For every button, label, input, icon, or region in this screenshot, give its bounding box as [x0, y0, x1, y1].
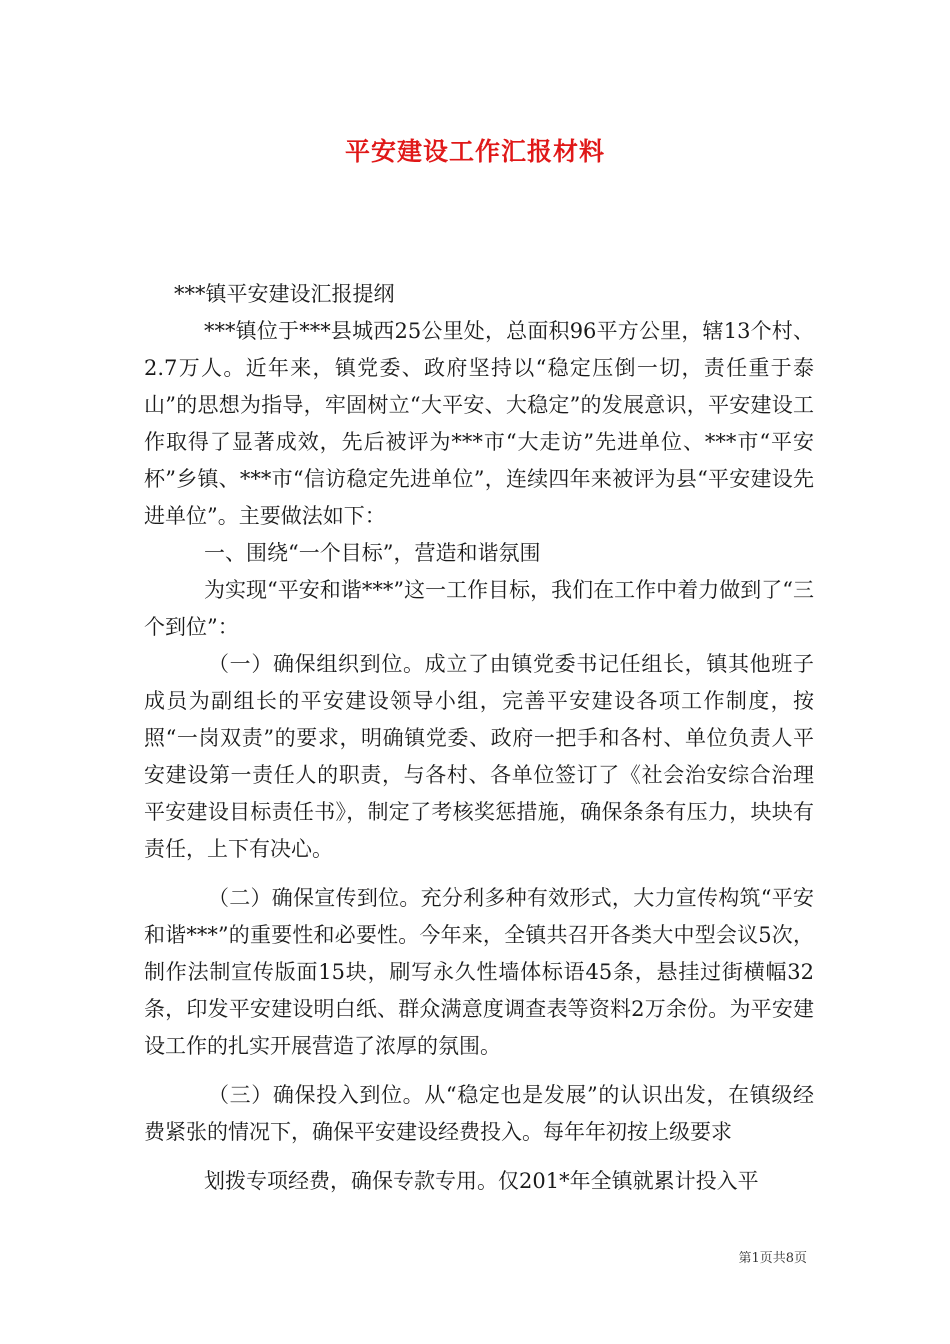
document-body — [144, 276, 814, 1200]
outline-heading: ***镇平安建设汇报提纲 — [174, 282, 395, 306]
subsection-organization-paragraph: （一）确保组织到位。成立了由镇党委书记任组长，镇其他班子成员为副组长的平安建设领导小组，完善平安建设各项工作制度，按照“一岗双责”的要求，明确镇党委、政府一把手和各村、单位负责人平安建设第一责任人的职责，与各村、各单位签订了《社会治安综合治理平安建设目标责任书》，制定了考核奖惩措施，确保条条有压力，块块有责任，上下有决心。 — [144, 652, 814, 861]
subsection-funding-paragraph: （三）确保投入到位。从“稳定也是发展”的认识出发，在镇级经费紧张的情况下，确保平安建设经费投入。每年年初按上级要求 — [144, 1083, 814, 1144]
intro-paragraph: ***镇位于***县城西25公里处，总面积96平方公里，辖13个村、2.7万人。近年来，镇党委、政府坚持以“稳定压倒一切，责任重于泰山”的思想为指导，牢固树立“大平安、大稳定”的发展意识，平安建设工作取得了显著成效，先后被评为***市“大走访”先进单位、***市“平安杯”乡镇、***市“信访稳定先进单位”，连续四年来被评为县“平安建设先进单位”。主要做法如下： — [144, 319, 814, 528]
section-1-intro-paragraph: 为实现“平安和谐***”这一工作目标，我们在工作中着力做到了“三个到位”： — [144, 578, 814, 639]
document-title: 平安建设工作汇报材料 — [344, 137, 605, 166]
subsection-publicity-paragraph: （二）确保宣传到位。充分利多种有效形式，大力宣传构筑“平安和谐***”的重要性和必要性。今年来，全镇共召开各类大中型会议5次，制作法制宣传版面15块，刷写永久性墙体标语45条，悬挂过街横幅32条，印发平安建设明白纸、群众满意度调查表等资料2万余份。为平安建设工作的扎实开展营造了浓厚的氛围。 — [144, 886, 814, 1058]
continuation-paragraph: 划拨专项经费，确保专款专用。仅201*年全镇就累计投入平 — [204, 1169, 759, 1193]
page-number: 第1页共8页 — [738, 1251, 807, 1266]
section-heading-1: 一、围绕“一个目标”，营造和谐氛围 — [204, 541, 541, 565]
